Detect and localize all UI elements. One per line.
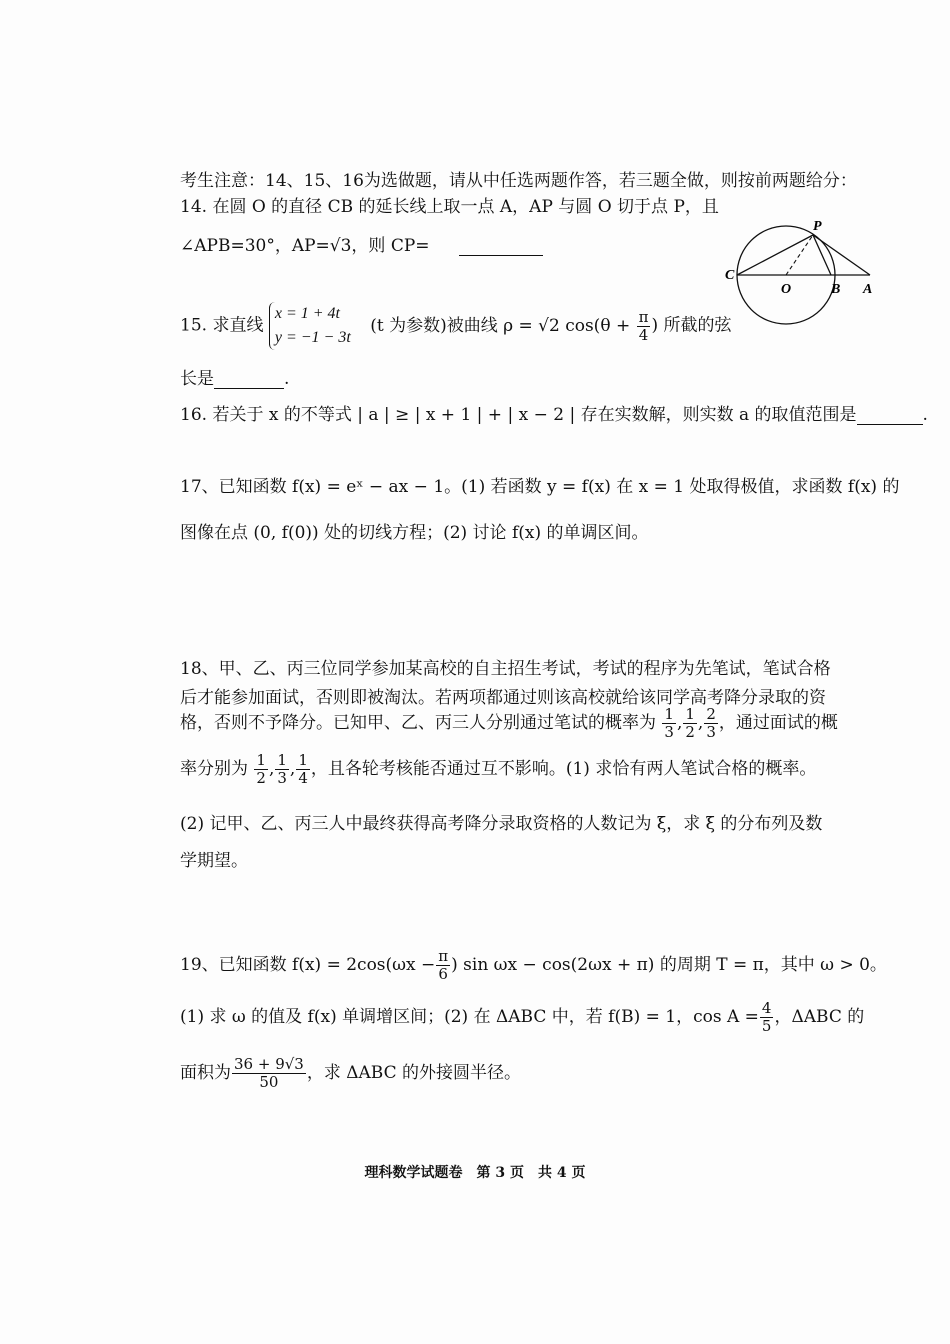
- q15-eq1: x = 1 + 4t: [274, 305, 340, 322]
- label-a: A: [863, 282, 873, 297]
- page-footer: 理科数学试题卷 第 3 页 共 4 页: [364, 1165, 586, 1181]
- interview-prob-jia: $\frac{1}{2}$: [256, 751, 266, 787]
- q15-pi-over-4: $\frac{\pi}{4}$: [638, 307, 649, 344]
- q18-line5: (2) 记甲、乙、丙三人中最终获得高考降分录取资格的人数记为 ξ，求 ξ 的分布列及数: [180, 814, 823, 834]
- q16-text: 16. 若关于 x 的不等式 | a | ≥ | x + 1 | + | x − 2 | 存在实数解，则实数 a 的取值范围是: [180, 405, 857, 425]
- q18-line4: 率分别为 $\frac{1}{2}$ , $\frac{1}{3}$ , $\frac{1}{4}$ ，且各轮考核能否通过互不影响。(1) 求恰有两人笔试合格的概率。: [180, 751, 817, 787]
- label-b: B: [831, 282, 841, 297]
- q15-equation-system: [269, 302, 351, 350]
- q19-line2b: ，ΔABC 的: [774, 1007, 865, 1027]
- q18-line4b: ，且各轮考核能否通过互不影响。(1) 求恰有两人笔试合格的概率。: [310, 759, 817, 779]
- q19-line2: [180, 1000, 864, 1035]
- q18-line3: 格，否则不予降分。已知甲、乙、丙三人分别通过笔试的概率为 $\frac{1}{3}$ , $\frac{1}{2}$ , $\frac{2}{3}$ ，通过面试的概: [180, 705, 838, 741]
- label-c: C: [725, 268, 735, 283]
- q19-line3: [180, 1056, 521, 1091]
- q15-line2-text: 长是: [180, 369, 214, 389]
- q18-line2: 后才能参加面试，否则即被淘汰。若两项都通过则该高校就给该同学高考降分录取的资: [180, 688, 826, 708]
- q15-middle: (t 为参数)被曲线 ρ = √2 cos(θ +: [370, 315, 631, 336]
- q19-line3a: 面积为: [180, 1063, 231, 1083]
- q18-line3a: 格，否则不予降分。已知甲、乙、丙三人分别通过笔试的概率为: [180, 713, 656, 733]
- q14-text: ∠APB=30°，AP=√3，则 CP=: [180, 236, 430, 256]
- q15-eq2: y = −1 − 3t: [274, 329, 351, 346]
- q18-line6: 学期望。: [180, 851, 248, 871]
- q15-answer-blank[interactable]: [214, 388, 284, 389]
- notice: 考生注意：14、15、16为选做题，请从中任选两题作答，若三题全做，则按前两题给分：: [180, 171, 857, 191]
- q19-four-fifths: $\frac{4}{5}$: [761, 999, 772, 1035]
- q18-line4a: 率分别为: [180, 759, 248, 779]
- segment-op: [786, 235, 813, 275]
- q18-line1: 18、甲、乙、丙三位同学参加某高校的自主招生考试，考试的程序为先笔试，笔试合格: [180, 659, 831, 679]
- segment-cp: [737, 235, 813, 275]
- written-prob-yi: $\frac{1}{2}$: [685, 705, 695, 741]
- q15-suffix: ) 所截的弦: [651, 315, 732, 336]
- q18-line3b: ，通过面试的概: [718, 713, 838, 733]
- q19-pi-over-6: $\frac{\pi}{6}$: [438, 947, 449, 983]
- q19-line1: [180, 948, 887, 983]
- interview-prob-bing: $\frac{1}{4}$: [298, 751, 308, 787]
- written-prob-bing: $\frac{2}{3}$: [706, 705, 716, 741]
- q15-prefix: 15. 求直线: [180, 315, 264, 336]
- q19-line1b: ) sin ωx − cos(2ωx + π) 的周期 T = π，其中 ω > 0。: [451, 955, 887, 975]
- q17-line2: 图像在点 (0, f(0)) 处的切线方程；(2) 讨论 f(x) 的单调区间。: [180, 523, 649, 543]
- label-p: P: [813, 219, 822, 234]
- q14-answer-blank[interactable]: [459, 255, 543, 256]
- q19-line2a: (1) 求 ω 的值及 f(x) 单调增区间；(2) 在 ΔABC 中，若 f(B) = 1，cos A =: [180, 1007, 759, 1027]
- label-o: O: [781, 282, 792, 297]
- q14-circle-diagram: [725, 212, 885, 332]
- q19-line3b: ，求 ΔABC 的外接圆半径。: [306, 1063, 522, 1083]
- q15-line1: [180, 302, 732, 350]
- q14-line2: [180, 231, 543, 256]
- written-prob-jia: $\frac{1}{3}$: [664, 705, 674, 741]
- q19-line1a: 19、已知函数 f(x) = 2cos(ωx −: [180, 955, 436, 975]
- q16-line: 16. 若关于 x 的不等式 | a | ≥ | x + 1 | + | x − 2 | 存在实数解，则实数 a 的取值范围是 .: [180, 405, 928, 425]
- q14-line1: 14. 在圆 O 的直径 CB 的延长线上取一点 A，AP 与圆 O 切于点 P，且: [180, 197, 719, 217]
- q16-answer-blank[interactable]: [857, 424, 923, 425]
- q19-area-fraction: $\frac{36 + 9√3}{50}$: [234, 1055, 304, 1091]
- interview-prob-yi: $\frac{1}{3}$: [277, 751, 287, 787]
- q15-line2: 长是 .: [180, 369, 290, 389]
- q17-line1: 17、已知函数 f(x) = eˣ − ax − 1。(1) 若函数 y = f(x) 在 x = 1 处取得极值，求函数 f(x) 的: [180, 477, 900, 497]
